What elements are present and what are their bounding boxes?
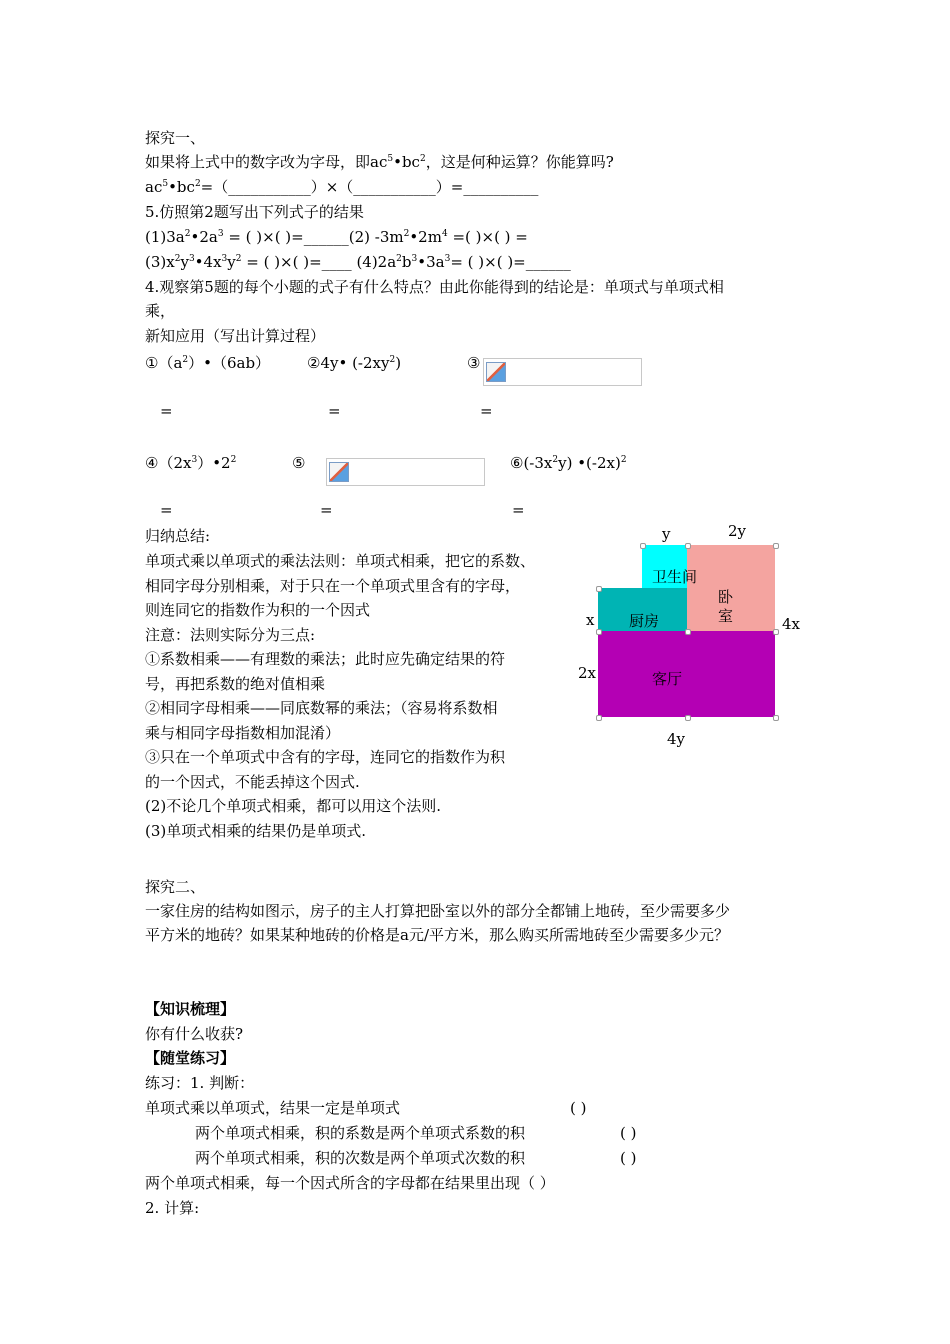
explore2-line1: 一家住房的结构如图示，房子的主人打算把卧室以外的部分全都铺上地砖，至少需要多少 [145,902,731,920]
living-label: 客厅 [652,670,683,688]
dim-4y-bottom: 4y [667,730,686,748]
practice-intro: 练习：1. 判断： [145,1074,255,1092]
formula-image-3 [483,358,642,386]
answer-eq-6: = [512,501,525,519]
apply-title: 新知应用（写出计算过程） [145,327,326,345]
explore1-equation: $ac^5•bc^2=(\_\_\_\_\_\_\_\_\_\_\_)\times(\_\_\_\_\_\_\_\_\_\_\_)=\_\_\_\_\_\_\_\_\_\_$ [145,178,539,196]
answer-eq-2: = [328,402,341,420]
problem-1: $①(a^2)•(6ab)$ [145,354,271,372]
summary-line: 的一个因式，不能丢掉这个因式. [145,772,360,791]
vertex-handle [773,543,779,549]
dim-4x-right: 4x [782,615,801,633]
answer-eq-4: = [160,501,173,519]
broken-image-icon [329,462,349,482]
q5-line1: $(1)3a^2•2a^3$ = ( )×( )=______(2) $-3m^2•2m^4$ =( )×( ) = [145,228,528,246]
answer-eq-3: = [480,402,493,420]
judge-item-1: 单项式乘以单项式，结果一定是单项式 [145,1099,401,1117]
dim-2y-top: 2y [728,522,747,540]
vertex-handle [685,543,691,549]
answer-eq-1: = [160,402,173,420]
q5-line2: $(3)x^2y^3•4x^3y^2$ = ( )×( )=____ $(4)2a^2b^3•3a^3=$ ( )×( )=______ [145,253,571,271]
knowledge-question: 你有什么收获? [145,1025,244,1043]
judge-item-2: 两个单项式相乘，积的系数是两个单项式系数的积 [195,1124,526,1142]
answer-eq-5: = [320,501,333,519]
problem-2: ②4y• $(-2xy^2)$ [307,354,402,372]
dim-x-left: x [586,611,595,629]
formula-image-5 [326,458,485,486]
explore1-question: 如果将上式中的数字改为字母，即$ac^5•bc^2$，这是何种运算？你能算吗? [145,153,614,171]
vertex-handle [596,629,602,635]
problem-5: ⑤ [292,454,306,472]
dim-2x-left: 2x [578,664,597,682]
vertex-handle [596,586,602,592]
bathroom-label: 卫生间 [652,568,698,586]
dim-y-top: y [662,525,671,543]
broken-image-icon [486,362,506,382]
problem-4: $④(2x^3)•2^2$ [145,454,237,472]
summary-line: 注意：法则实际分为三点: [145,625,316,644]
summary-line: (2)不论几个单项式相乘，都可以用这个法则. [145,797,442,815]
vertex-handle [773,629,779,635]
summary-line: 号，再把系数的绝对值相乘 [145,674,326,693]
explore1-title: 探究一、 [145,129,206,147]
judge-paren-2: ( ) [620,1124,637,1142]
kitchen-label: 厨房 [629,612,660,630]
summary-line: 单项式乘以单项式的乘法法则：单项式相乘，把它的系数、 [145,552,536,570]
living-room [598,631,775,717]
problem-3: ③ [467,354,481,372]
q4-line1: 4.观察第5题的每个小题的式子有什么特点？由此你能得到的结论是：单项式与单项式相 [145,278,724,296]
summary-line: 则连同它的指数作为积的一个因式 [145,601,371,619]
summary-line: (3)单项式相乘的结果仍是单项式. [145,821,367,840]
vertex-handle [640,543,646,549]
vertex-handle [685,629,691,635]
bedroom-label-2: 室 [718,607,734,625]
summary-title: 归纳总结: [145,527,211,545]
summary-line: ①系数相乘——有理数的乘法；此时应先确定结果的符 [145,650,506,668]
summary-line: ③只在一个单项式中含有的字母，连同它的指数作为积 [145,748,506,766]
knowledge-title: 【知识梳理】 [145,1000,236,1018]
calc-title: 2. 计算: [145,1199,200,1217]
explore2-title: 探究二、 [145,878,206,896]
bedroom-label-1: 卧 [718,588,734,606]
problem-6: $⑥(-3x^2y)$ $•(-2x)^2$ [510,454,627,472]
q4-line2: 乘， [145,302,176,320]
judge-item-4: 两个单项式相乘，每一个因式所含的字母都在结果里出现（ ） [145,1174,555,1192]
vertex-handle [685,715,691,721]
q5-title: 5.仿照第2题写出下列式子的结果 [145,203,364,221]
judge-paren-1: ( ) [570,1099,587,1117]
summary-line: 相同字母分别相乘，对于只在一个单项式里含有的字母， [145,576,521,595]
vertex-handle [773,715,779,721]
vertex-handle [596,715,602,721]
judge-paren-3: ( ) [620,1149,637,1167]
summary-line: ②相同字母相乘——同底数幂的乘法；（容易将系数相 [145,699,498,717]
explore2-line2: 平方米的地砖？如果某种地砖的价格是a元/平方米，那么购买所需地砖至少需要多少元？ [145,926,730,944]
practice-title: 【随堂练习】 [145,1049,236,1067]
judge-item-3: 两个单项式相乘，积的次数是两个单项式次数的积 [195,1149,526,1167]
summary-line: 乘与相同字母指数相加混淆） [145,723,341,742]
